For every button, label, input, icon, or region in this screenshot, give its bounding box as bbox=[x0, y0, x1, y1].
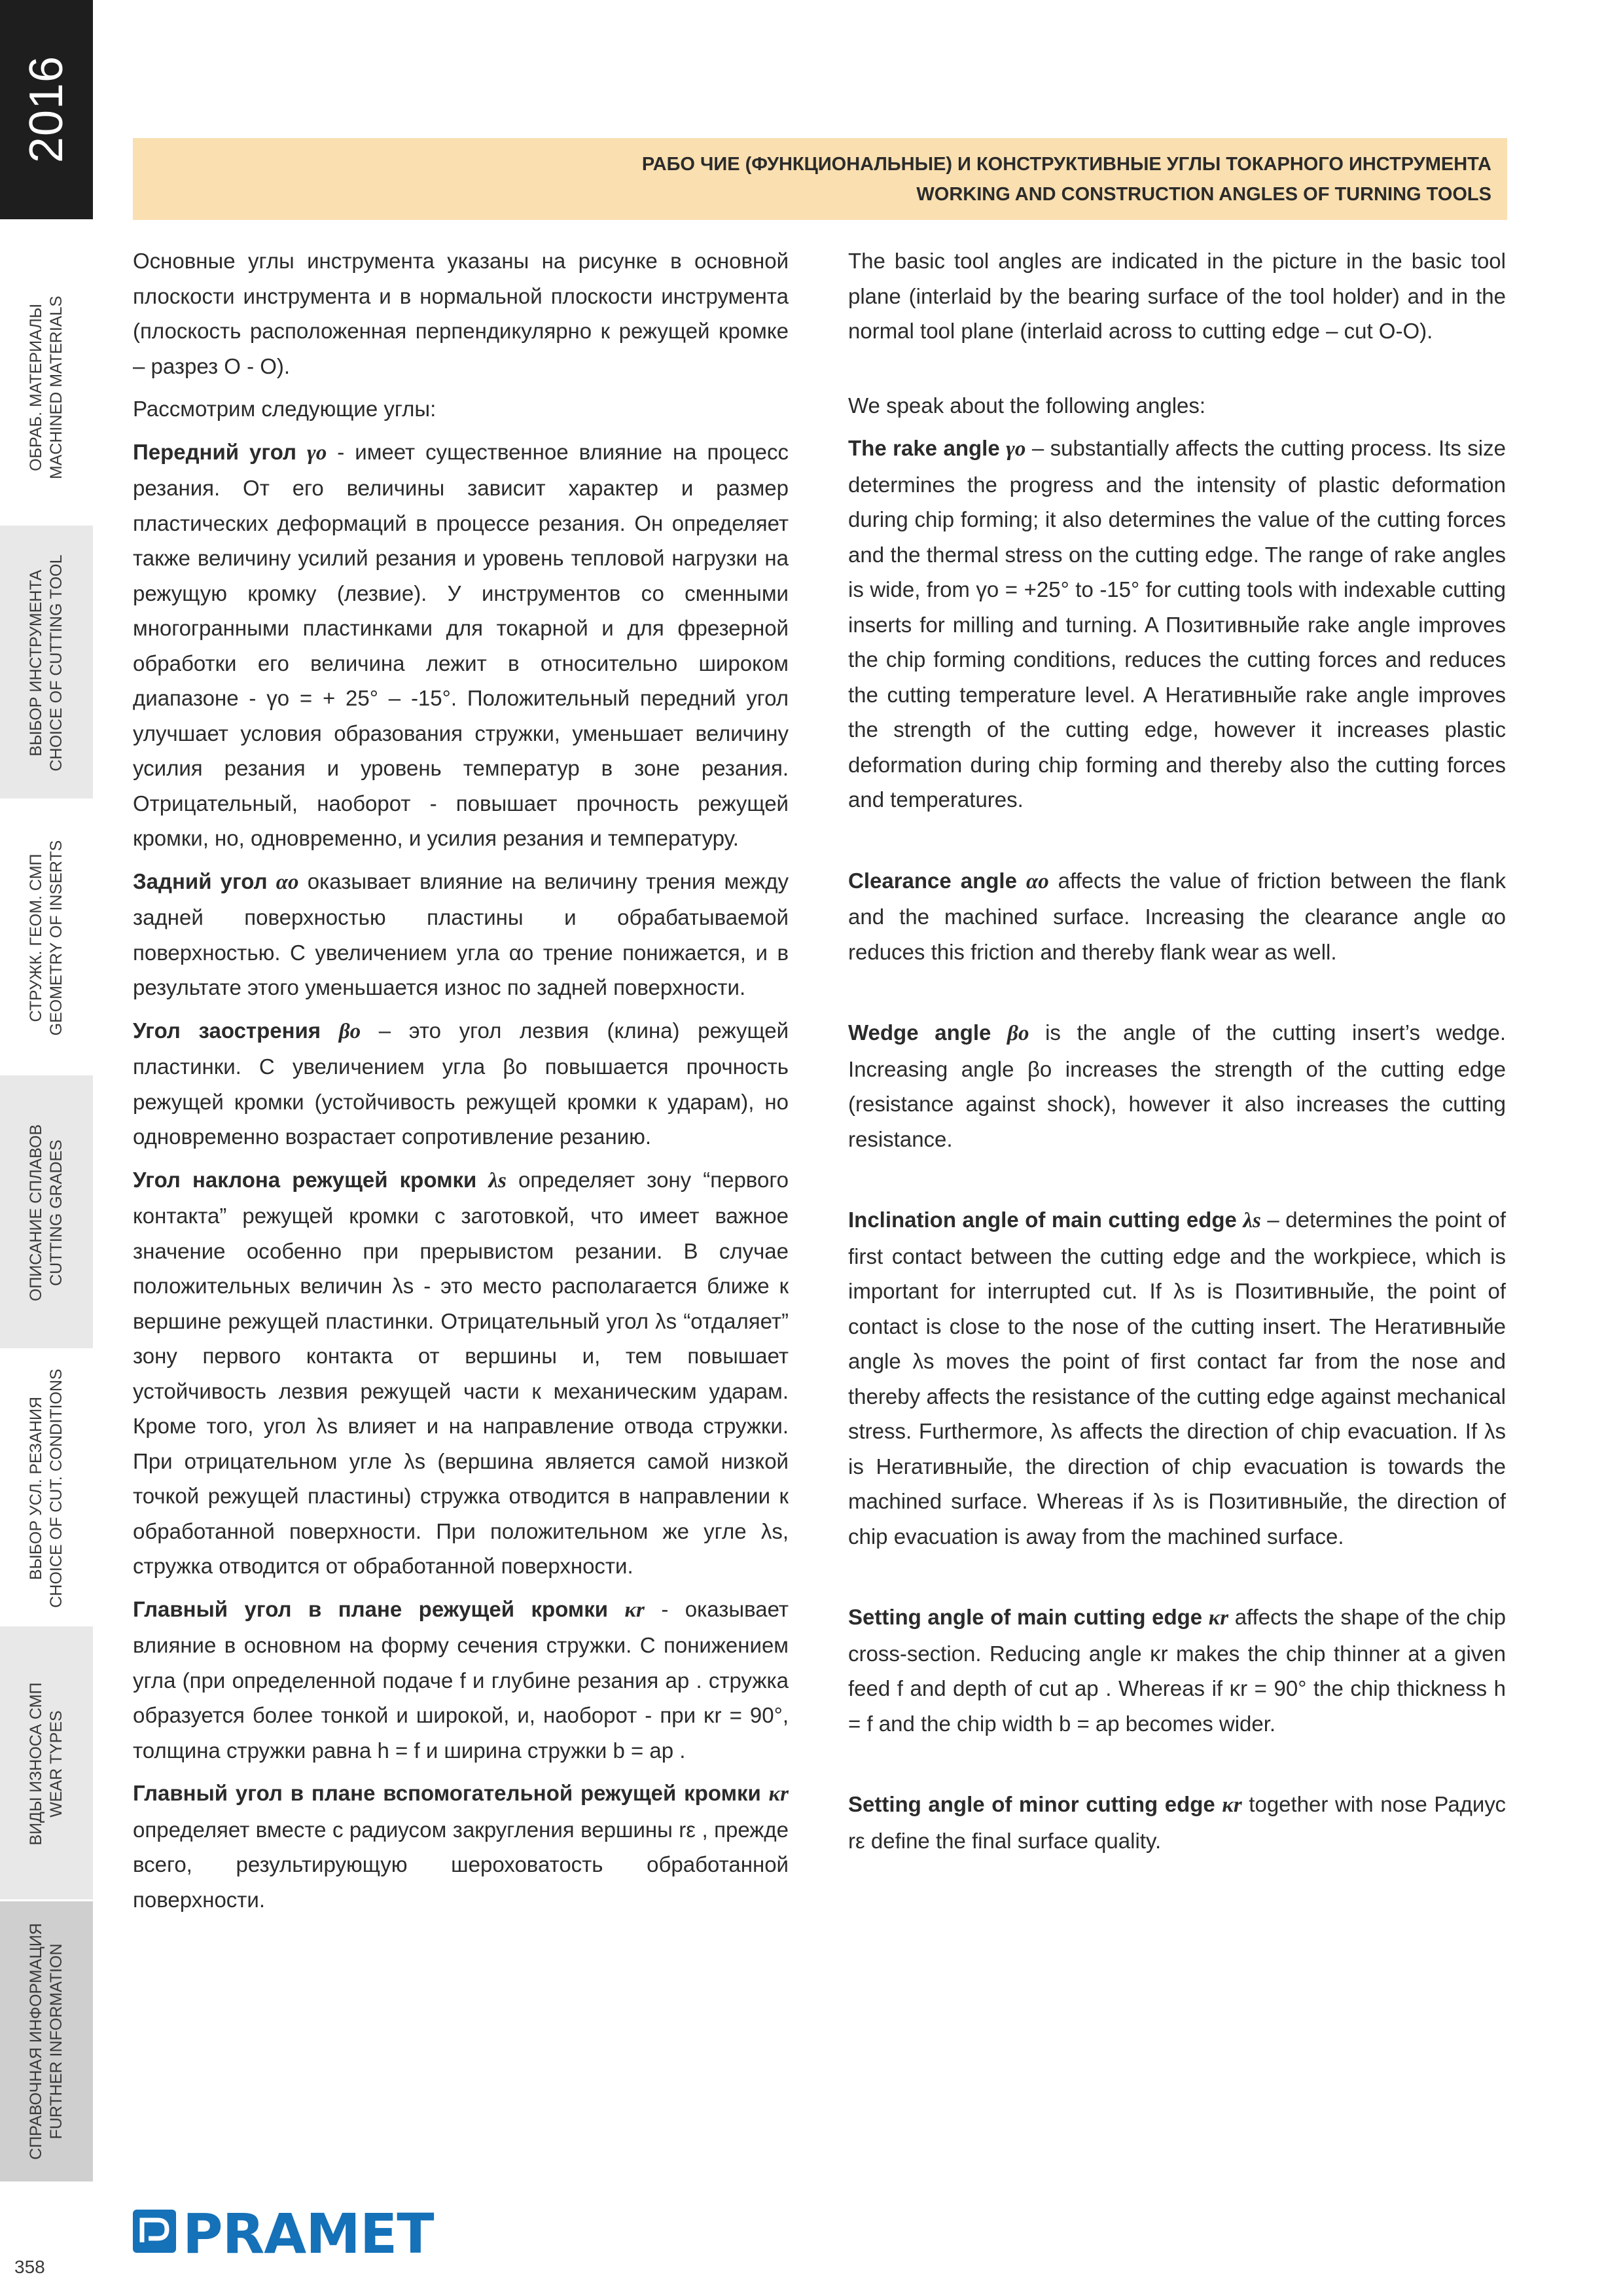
sidebar-tab-choice-of-cutting-tool[interactable] bbox=[0, 524, 93, 800]
wedge-angle-text: is the angle of the cutting insert’s wedge. Increasing angle βo increases the strength of the cutting edge (resistance against shock), however it also increases the cutting resistance. bbox=[848, 1020, 1506, 1151]
wedge-angle-paragraph bbox=[848, 1015, 1506, 1157]
pramet-logo-icon bbox=[133, 2210, 176, 2253]
main-setting-angle-term: Главный угол в плане режущей кромки bbox=[133, 1596, 609, 1621]
sidebar-tab-label-ru: ВЫБОР ИНСТРУМЕНТА bbox=[27, 569, 45, 757]
clearance-angle-paragraph bbox=[848, 863, 1506, 970]
sidebar-tab-label-ru: ВЫБОР УСЛ. РЕЗАНИЯ bbox=[27, 1396, 45, 1581]
sidebar-tab-label-ru: ОБРАБ. МАТЕРИАЛЫ bbox=[27, 304, 45, 471]
minor-setting-angle-text: together with nose Радиус rε define the final surface quality. bbox=[848, 1792, 1506, 1853]
minor-setting-angle-paragraph bbox=[848, 1787, 1506, 1858]
main-setting-angle-symbol: κr bbox=[624, 1598, 645, 1622]
intro-paragraph: The basic tool angles are indicated in the picture in the basic tool plane (interlaid by the bearing surface of the tool holder) and in the normal tool plane (interlaid across to cutting edge – cut O-O). bbox=[848, 249, 1506, 343]
rake-angle-symbol: γo bbox=[1006, 437, 1026, 461]
wedge-angle-term: Угол заострения bbox=[133, 1018, 321, 1043]
clearance-angle-term: Задний угол bbox=[133, 869, 268, 893]
sidebar-tab-cutting-grades[interactable] bbox=[0, 1073, 93, 1350]
sidebar-tab-label-ru: СПРАВОЧНАЯ ИНФОРМАЦИЯ bbox=[27, 1923, 45, 2160]
sidebar-tab-geometry-of-inserts[interactable] bbox=[0, 798, 93, 1075]
inclination-angle-paragraph bbox=[848, 1202, 1506, 1554]
wedge-angle-paragraph bbox=[133, 1013, 789, 1155]
wedge-angle-text: – это угол лезвия (клина) режущей пластинки. С увеличением угла βo повышается прочность режущей кромки (устойчивость режущей кромки к ударам), но одновременно возрастает сопротивление резанию. bbox=[133, 1018, 789, 1149]
minor-setting-angle-text: определяет вместе с радиусом закругления вершины rε , прежде всего, результирующую шероховатость обработанной поверхности. bbox=[133, 1817, 789, 1912]
page-title-ru: РАБО ЧИЕ (ФУНКЦИОНАЛЬНЫЕ) И КОНСТРУКТИВНЫЕ УГЛЫ ТОКАРНОГО ИНСТРУМЕНТА bbox=[641, 154, 1491, 175]
inclination-angle-term: Угол наклона режущей кромки bbox=[133, 1167, 477, 1192]
sidebar-tab-wear-types[interactable] bbox=[0, 1624, 93, 1901]
rake-angle-symbol: γo bbox=[307, 440, 327, 465]
wedge-angle-term: Wedge angle bbox=[848, 1020, 991, 1045]
clearance-angle-text: affects the value of friction between the flank and the machined surface. Increasing the clearance angle αo reduces this friction and thereby flank wear as well. bbox=[848, 868, 1507, 964]
inclination-angle-text: – determines the point of first contact between the cutting edge and the workpiece, which is important for interrupted cut. If λs is Позитивныйе, the point of contact is close to the nose of the cutting insert. The Негативныйе angle λs moves the point of first contact far from the nose and thereby affects the resistance of the cutting edge against mechanical stress. Furthermore, λs affects the direction of chip evacuation. If λs is Негативныйе, the direction of chip evacuation is towards the machined surface. Whereas if λs is Позитивныйе, the direction of chip evacuation is away from the machined surface. bbox=[848, 1208, 1506, 1549]
sidebar-tab-label-en: CHOICE OF CUTTING TOOL bbox=[47, 554, 65, 772]
minor-setting-angle-term: Главный угол в плане вспомогательной режущей кромки bbox=[133, 1781, 761, 1805]
intro-paragraph: Основные углы инструмента указаны на рисунке в основной плоскости инструмента и в нормальной плоскости инструмента (плоскость расположенная перпендикулярно к режущей кромке – разрез О - О). bbox=[133, 249, 789, 378]
sidebar-tab-label-en: CHOICE OF CUT. CONDITIONS bbox=[47, 1369, 65, 1608]
main-setting-angle-symbol: κr bbox=[1208, 1606, 1229, 1630]
rake-angle-term: Передний угол bbox=[133, 439, 297, 464]
sidebar-tab-cutting-conditions[interactable] bbox=[0, 1348, 93, 1626]
sidebar-tab-label-ru: СТРУЖК. ГЕОМ. СМП bbox=[27, 853, 45, 1022]
main-setting-angle-paragraph bbox=[133, 1592, 789, 1768]
consider-line: We speak about the following angles: bbox=[848, 393, 1206, 418]
clearance-angle-term: Clearance angle bbox=[848, 868, 1017, 893]
year-label: 2016 bbox=[20, 55, 73, 164]
pramet-logo-text: PRAMET bbox=[183, 2202, 434, 2266]
minor-setting-angle-term: Setting angle of minor cutting edge bbox=[848, 1792, 1215, 1816]
sidebar-tab-label-ru: ОПИСАНИЕ СПЛАВОВ bbox=[27, 1124, 45, 1302]
sidebar-tab-label-en: GEOMETRY OF INSERTS bbox=[47, 840, 65, 1036]
minor-setting-angle-symbol: κr bbox=[768, 1782, 789, 1806]
clearance-angle-symbol: αo bbox=[1026, 869, 1049, 893]
inclination-angle-symbol: λs bbox=[1243, 1209, 1261, 1232]
english-column bbox=[848, 243, 1506, 1866]
main-setting-angle-text: affects the shape of the chip cross-section. Reducing angle κr makes the chip thinner at a given feed f and depth of cut ap . Whereas if κr = 90° the chip thickness h = f and the chip width b = ap becomes wider. bbox=[848, 1605, 1506, 1736]
wedge-angle-symbol: βo bbox=[1007, 1022, 1029, 1045]
rake-angle-paragraph bbox=[133, 435, 789, 856]
sidebar-tab-further-information[interactable] bbox=[0, 1899, 93, 2181]
sidebar-tab-label-en: MACHINED MATERIALS bbox=[47, 295, 65, 480]
sidebar-tab-label-en: WEAR TYPES bbox=[47, 1710, 65, 1818]
year-tab[interactable] bbox=[0, 0, 93, 219]
consider-line: Рассмотрим следующие углы: bbox=[133, 397, 437, 421]
main-setting-angle-text: - оказывает влияние в основном на форму сечения стружки. С понижением угла (при определенной подаче f и глубине резания ap . стружка образуется более тонкой и широкой, и, наоборот - при κr = 90°, толщина стружки равна h = f и ширина стружки b = ap . bbox=[133, 1596, 789, 1763]
inclination-angle-text: определяет зону “первого контакта” режущей кромки с заготовкой, что имеет важное значение особенно при прерывистом резании. В случае положительных величин λs - это место располагается ближе к вершине режущей пластинки. Отрицательный угол λs “отдаляет” зону первого контакта от вершины и, тем повышает устойчивость лезвия режущей части к механическим ударам. Кроме того, угол λs влияет и на направление отвода стружки. При отрицательном угле λs (вершина является самой низкой точкой режущей пластины) стружка отводится в направлении к обработанной поверхности. При положительном же угле λs, стружка отводится от обработанной поверхности. bbox=[133, 1167, 789, 1578]
sidebar-tab-label-ru: ВИДЫ ИЗНОСА СМП bbox=[27, 1682, 45, 1846]
inclination-angle-symbol: λs bbox=[488, 1168, 507, 1193]
russian-column bbox=[133, 243, 789, 1925]
clearance-angle-text: оказывает влияние на величину трения между задней поверхностью пластины и обрабатываемой поверхностью. С увеличением угла αo трение понижается, и в результате этого уменьшается износ по задней поверхности. bbox=[133, 869, 789, 999]
rake-angle-paragraph bbox=[848, 431, 1506, 817]
sidebar bbox=[0, 0, 93, 2296]
page-header bbox=[133, 138, 1507, 220]
page-number: 358 bbox=[14, 2257, 45, 2277]
sidebar-tab-label-en: FURTHER INFORMATION bbox=[47, 1943, 65, 2140]
page-title-en: WORKING AND CONSTRUCTION ANGLES OF TURNING TOOLS bbox=[916, 184, 1491, 205]
wedge-angle-symbol: βo bbox=[338, 1019, 361, 1043]
sidebar-tab-label-en: CUTTING GRADES bbox=[47, 1139, 65, 1286]
minor-setting-angle-paragraph bbox=[133, 1776, 789, 1917]
rake-angle-text: - имеет существенное влияние на процесс резания. От его величины зависит характер и размер пластических деформаций в процессе резания. Он определяет также величину усилий резания и уровень тепловой нагрузки на режущую кромку (лезвие). У инструментов со сменными многогранными пластинками для токарной и для фрезерной обработки его величина лежит в относительно широком диапазоне - γo = + 25° – -15°. Положительный передний угол улучшает условия образования стружки, уменьшает величину усилия резания и уровень температур в зоне резания. Отрицательный, наоборот - повышает прочность режущей кромки, но, одновременно, и усилия резания и температуру. bbox=[133, 439, 789, 850]
main-setting-angle-paragraph bbox=[848, 1600, 1506, 1741]
clearance-angle-paragraph bbox=[133, 864, 789, 1005]
main-setting-angle-term: Setting angle of main cutting edge bbox=[848, 1605, 1203, 1629]
sidebar-tab-machined-materials[interactable] bbox=[0, 247, 93, 526]
inclination-angle-paragraph bbox=[133, 1162, 789, 1584]
minor-setting-angle-symbol: κr bbox=[1222, 1793, 1242, 1817]
clearance-angle-symbol: αo bbox=[276, 870, 299, 894]
rake-angle-term: The rake angle bbox=[848, 436, 1000, 460]
rake-angle-text: – substantially affects the cutting process. Its size determines the progress and the intensity of plastic deformation during chip forming; it also determines the value of the cutting forces and the thermal stress on the cutting edge. The range of rake angles is wide, from γo = +25° to -15° for cutting tools with indexable cutting inserts for milling and turning. A Позитивныйе rake angle improves the chip forming conditions, reduces the cutting forces and reduces the cutting temperature level. A Негативныйе rake angle improves the strength of the cutting edge, however it increases plastic deformation during chip forming and thereby also the cutting forces and temperatures. bbox=[848, 436, 1506, 812]
inclination-angle-term: Inclination angle of main cutting edge bbox=[848, 1208, 1237, 1232]
